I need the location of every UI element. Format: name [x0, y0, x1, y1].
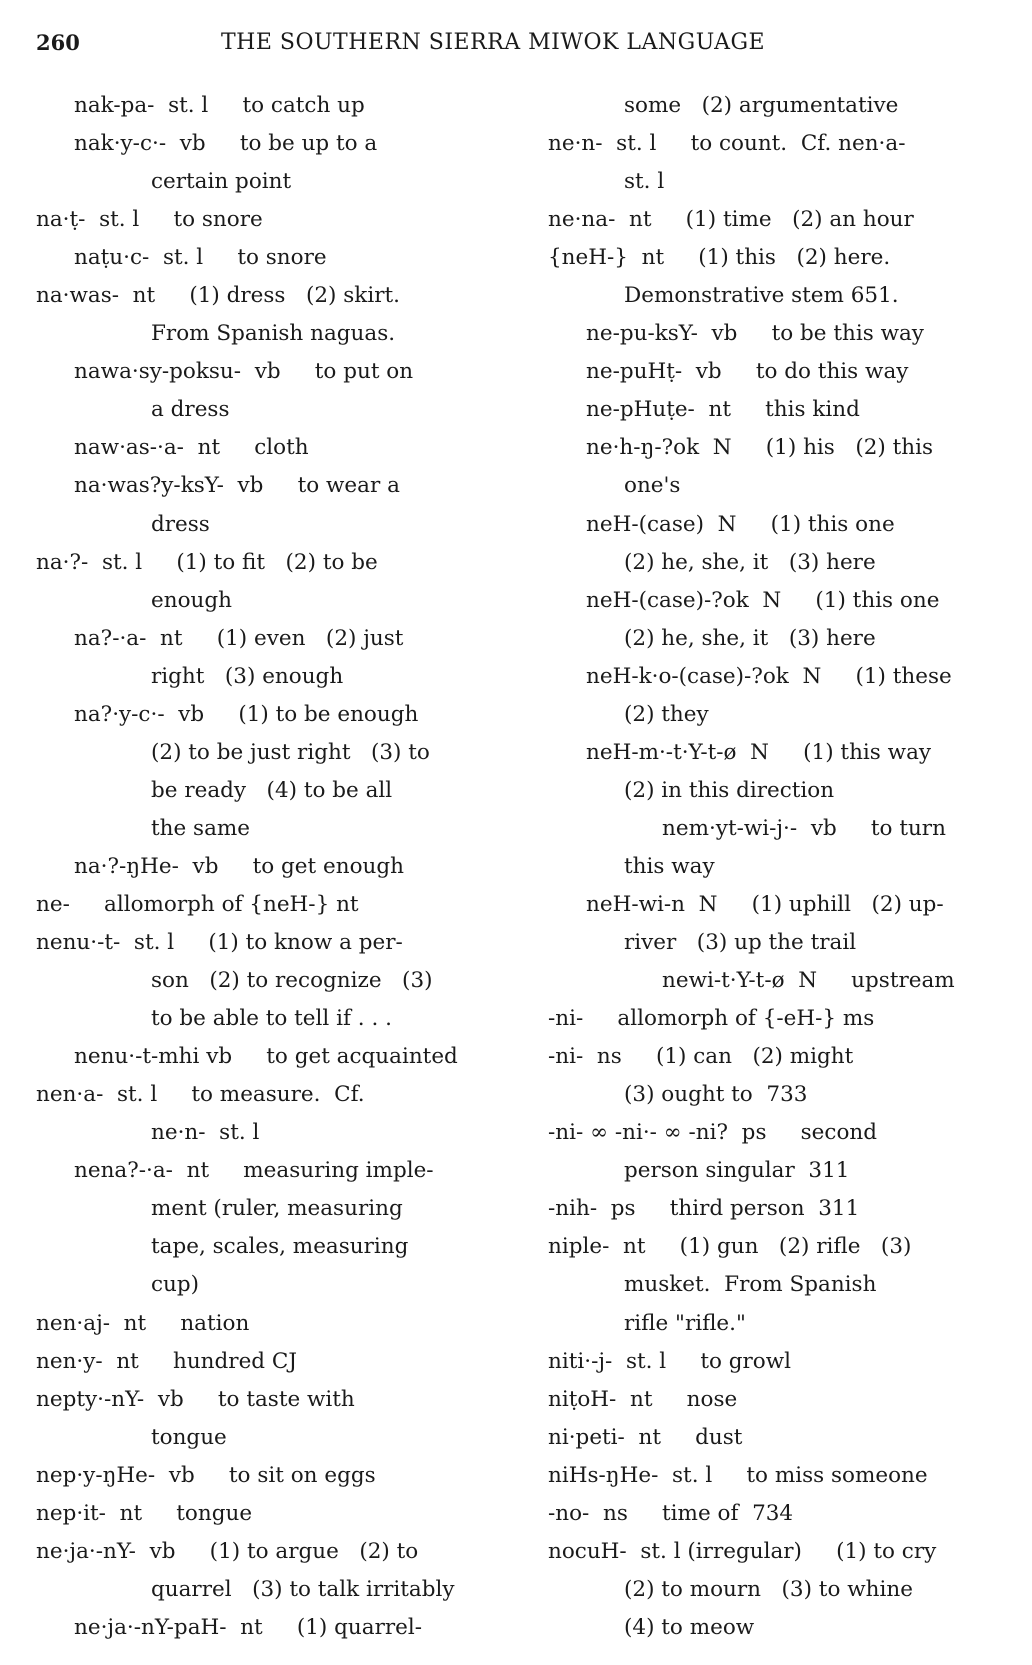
dictionary-line: be ready (4) to be all — [151, 777, 393, 803]
dictionary-line: niHs-ŋHe- st. l to miss someone — [548, 1462, 928, 1488]
dictionary-line: ne·na- nt (1) time (2) an hour — [548, 207, 914, 233]
dictionary-line: right (3) enough — [151, 663, 344, 689]
dictionary-line: nak-pa- st. l to catch up — [74, 93, 365, 118]
dictionary-line: (2) to mourn (3) to whine — [624, 1576, 913, 1602]
right-column — [548, 87, 1028, 1647]
dictionary-line: neH-wi-n N (1) uphill (2) up- — [586, 891, 944, 917]
dictionary-line: certain point — [151, 169, 292, 195]
dictionary-line: ne·h-ŋ-?ok N (1) his (2) this — [586, 435, 934, 461]
dictionary-line: -nih- ps third person 311 — [548, 1196, 860, 1222]
dictionary-line: son (2) to recognize (3) — [151, 968, 433, 994]
dictionary-line: (2) he, she, it (3) here — [624, 549, 876, 575]
dictionary-line: to be able to tell if . . . — [151, 1006, 392, 1032]
dictionary-line: ne·ja·-nY-paH- nt (1) quarrel- — [74, 1614, 422, 1640]
dictionary-line: niṭoH- nt nose — [548, 1386, 738, 1412]
dictionary-line: nem·yt-wi-j·- vb to turn — [662, 815, 946, 841]
dictionary-line: (2) they — [624, 701, 709, 727]
dictionary-line: ne- allomorph of {neH-} nt — [36, 891, 359, 917]
dictionary-line: na·was?y-ksY- vb to wear a — [74, 473, 400, 499]
dictionary-line: ne·ja·-nY- vb (1) to argue (2) to — [36, 1538, 419, 1564]
dictionary-line: {neH-} nt (1) this (2) here. — [548, 245, 891, 271]
left-column — [36, 87, 526, 1647]
dictionary-line: niple- nt (1) gun (2) rifle (3) — [548, 1234, 912, 1260]
dictionary-line: nen·a- st. l to measure. Cf. — [36, 1082, 365, 1108]
dictionary-line: -ni- allomorph of {-eH-} ms — [548, 1006, 875, 1032]
dictionary-line: dress — [151, 511, 210, 537]
dictionary-line: niti·-j- st. l to growl — [548, 1348, 792, 1374]
dictionary-line: ne-puHṭ- vb to do this way — [586, 359, 909, 385]
dictionary-line: Demonstrative stem 651. — [624, 283, 899, 309]
dictionary-line: (2) he, she, it (3) here — [624, 625, 876, 651]
dictionary-line: nawa·sy-poksu- vb to put on — [74, 359, 414, 385]
dictionary-line: nepty·-nY- vb to taste with — [36, 1386, 355, 1412]
dictionary-line: nen·aj- nt nation — [36, 1310, 250, 1336]
dictionary-line: (2) in this direction — [624, 777, 835, 803]
dictionary-line: st. l — [624, 169, 665, 195]
dictionary-line: na·was- nt (1) dress (2) skirt. — [36, 283, 400, 309]
dictionary-line: -no- ns time of 734 — [548, 1500, 794, 1526]
dictionary-line: nena?-·a- nt measuring imple- — [74, 1158, 434, 1184]
dictionary-line: -ni- ns (1) can (2) might — [548, 1044, 854, 1070]
dictionary-line: ne·n- st. l — [151, 1120, 260, 1146]
dictionary-line: newi-t·Y-t-ø N upstream — [662, 968, 955, 994]
dictionary-line: neH-(case) N (1) this one — [586, 511, 895, 537]
dictionary-line: naṭu·c- st. l to snore — [74, 245, 327, 271]
dictionary-line: ne-pu-ksY- vb to be this way — [586, 321, 924, 347]
dictionary-line: ne-pHuṭe- nt this kind — [586, 397, 860, 423]
dictionary-line: ni·peti- nt dust — [548, 1424, 743, 1450]
dictionary-line: na?·y-c·- vb (1) to be enough — [74, 701, 419, 727]
dictionary-line: na·ṭ- st. l to snore — [36, 207, 263, 233]
dictionary-line: enough — [151, 587, 232, 613]
dictionary-line: nen·y- nt hundred CJ — [36, 1348, 297, 1374]
page-number: 260 — [36, 30, 80, 55]
dictionary-line: a dress — [151, 397, 230, 423]
running-title: THE SOUTHERN SIERRA MIWOK LANGUAGE — [221, 30, 766, 55]
page-header — [36, 30, 996, 62]
dictionary-line: neH-(case)-?ok N (1) this one — [586, 587, 940, 613]
dictionary-line: nep·it- nt tongue — [36, 1500, 253, 1526]
dictionary-line: -ni- ∞ -ni·- ∞ -ni? ps second — [548, 1120, 877, 1146]
dictionary-line: nep·y-ŋHe- vb to sit on eggs — [36, 1462, 376, 1488]
dictionary-line: rifle "rifle." — [624, 1310, 746, 1336]
dictionary-line: (3) ought to 733 — [624, 1082, 808, 1108]
dictionary-line: one's — [624, 473, 681, 499]
dictionary-line: cup) — [151, 1272, 200, 1298]
dictionary-line: nocuH- st. l (irregular) (1) to cry — [548, 1538, 937, 1564]
dictionary-line: this way — [624, 853, 715, 879]
dictionary-line: river (3) up the trail — [624, 930, 857, 956]
dictionary-line: na·?- st. l (1) to fit (2) to be — [36, 549, 378, 575]
dictionary-line: nak·y-c·- vb to be up to a — [74, 131, 378, 157]
dictionary-line: quarrel (3) to talk irritably — [151, 1576, 455, 1602]
dictionary-line: (4) to meow — [624, 1614, 755, 1640]
dictionary-line: musket. From Spanish — [624, 1272, 877, 1298]
dictionary-line: nenu·-t-mhi vb to get acquainted — [74, 1044, 458, 1070]
dictionary-line: person singular 311 — [624, 1158, 850, 1184]
dictionary-line: ment (ruler, measuring — [151, 1196, 403, 1222]
dictionary-line: na·?-ŋHe- vb to get enough — [74, 853, 404, 879]
dictionary-line: na?-·a- nt (1) even (2) just — [74, 625, 404, 651]
dictionary-line: tongue — [151, 1424, 227, 1450]
dictionary-line: neH-m·-t·Y-t-ø N (1) this way — [586, 739, 932, 765]
dictionary-line: naw·as-·a- nt cloth — [74, 435, 309, 461]
dictionary-line: neH-k·o-(case)-?ok N (1) these — [586, 663, 952, 689]
dictionary-line: the same — [151, 815, 251, 841]
dictionary-line: nenu·-t- st. l (1) to know a per- — [36, 930, 403, 956]
dictionary-line: some (2) argumentative — [624, 93, 899, 118]
dictionary-line: ne·n- st. l to count. Cf. nen·a- — [548, 131, 906, 157]
dictionary-line: (2) to be just right (3) to — [151, 739, 430, 765]
dictionary-line: From Spanish naguas. — [151, 321, 396, 347]
dictionary-line: tape, scales, measuring — [151, 1234, 409, 1260]
